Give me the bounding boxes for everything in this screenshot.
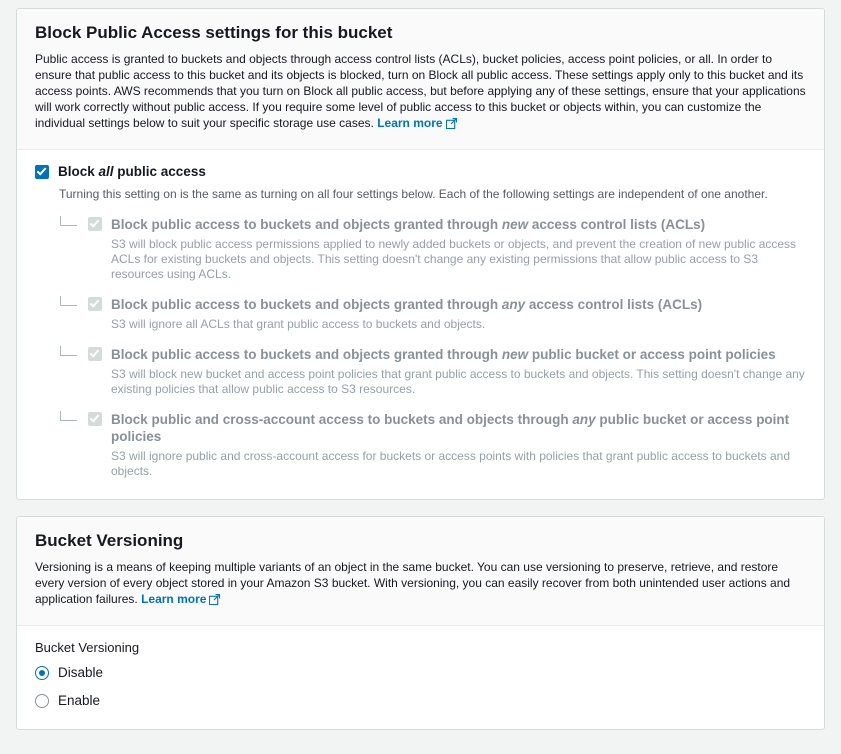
label-prefix: Block public access to buckets and objects granted through [111, 347, 502, 362]
sub-setting-new-policies-checkbox [88, 347, 102, 361]
sub-setting-new-policies-row [88, 346, 806, 363]
bucket-versioning-description [35, 559, 806, 609]
sub-setting-any-acls [60, 296, 806, 332]
label-suffix: public bucket or access point policies [111, 412, 790, 444]
sub-setting-any-acls-row [88, 296, 806, 313]
block-all-public-access-row[interactable] [35, 164, 806, 180]
external-link-icon [446, 117, 457, 133]
bucket-versioning-description-text: Versioning is a means of keeping multiple variants of an object in the same bucket. You can use versioning to preserve, retrieve, and restore every version of every object stored in your Amazon S3 bucket. With versioning, you can easily recover from both unintended user actions and application failures. [35, 560, 791, 606]
block-all-public-access-note: Turning this setting on is the same as turning on all four settings below. Each of the following settings are independent of one another. [59, 187, 768, 201]
bucket-versioning-header [17, 517, 824, 626]
external-link-icon [209, 593, 220, 609]
label-italic: any [572, 412, 596, 427]
block-public-access-learn-more-link[interactable] [377, 116, 456, 130]
sub-setting-new-acls-checkbox [88, 217, 102, 231]
tree-connector [60, 216, 77, 226]
check-icon [37, 165, 47, 175]
sub-settings-list [60, 216, 806, 479]
sub-setting-any-policies [60, 411, 806, 479]
sub-setting-any-acls-label [111, 296, 702, 313]
bucket-versioning-body [17, 626, 824, 729]
label-suffix: access control lists (ACLs) [525, 297, 703, 312]
block-public-access-title: Block Public Access settings for this bucket [35, 23, 393, 42]
tree-connector [60, 411, 77, 421]
radio-enable-label: Enable [58, 693, 101, 708]
sub-setting-new-acls-description: S3 will block public access permissions applied to newly added buckets or objects, and prevent the creation of new public access ACLs for existing buckets and objects. This setting doesn't change any existing permissions that allow public access to S3 resources using ACLs. [111, 237, 797, 281]
label-prefix: Block public and cross-account access to buckets and objects through [111, 412, 573, 427]
sub-setting-new-acls [60, 216, 806, 282]
block-public-access-card [16, 8, 825, 500]
block-public-access-header [17, 9, 824, 150]
sub-setting-any-policies-label [111, 411, 806, 445]
block-all-label-italic: all [98, 164, 114, 179]
bucket-versioning-title: Bucket Versioning [35, 531, 184, 550]
block-all-label-prefix: Block [58, 164, 99, 179]
check-icon [90, 217, 100, 227]
label-italic: new [501, 347, 529, 362]
tree-connector [60, 346, 77, 356]
label-suffix: public bucket or access point policies [528, 347, 776, 362]
radio-disable[interactable] [35, 666, 49, 680]
block-public-access-body [17, 150, 824, 499]
sub-setting-new-policies-label [111, 346, 776, 363]
label-italic: new [501, 217, 529, 232]
sub-setting-any-acls-checkbox [88, 297, 102, 311]
sub-setting-new-policies-description: S3 will block new bucket and access point policies that grant public access to buckets and objects. This setting doesn't change any existing policies that allow public access to S3 resources. [111, 367, 805, 396]
bucket-versioning-learn-more-link[interactable] [141, 592, 220, 606]
learn-more-label: Learn more [141, 592, 207, 606]
bucket-versioning-field-label: Bucket Versioning [35, 640, 140, 655]
block-all-public-access-label [58, 164, 206, 180]
sub-setting-new-acls-row [88, 216, 806, 233]
bucket-versioning-card [16, 516, 825, 730]
learn-more-label: Learn more [377, 116, 443, 130]
tree-connector [60, 296, 77, 306]
block-all-public-access-checkbox[interactable] [35, 165, 49, 179]
sub-setting-any-acls-description: S3 will ignore all ACLs that grant public access to buckets and objects. [111, 317, 486, 331]
label-prefix: Block public access to buckets and objects granted through [111, 217, 502, 232]
block-all-label-suffix: public access [113, 164, 206, 179]
block-public-access-description [35, 51, 806, 133]
sub-setting-any-policies-description: S3 will ignore public and cross-account access for buckets or access points with policies that grant public access to buckets and objects. [111, 449, 791, 478]
label-italic: any [501, 297, 526, 312]
sub-setting-new-policies [60, 346, 806, 397]
check-icon [90, 347, 100, 357]
radio-enable[interactable] [35, 694, 49, 708]
bucket-versioning-option-enable[interactable] [35, 693, 806, 709]
bucket-versioning-option-disable[interactable] [35, 665, 806, 681]
check-icon [90, 412, 100, 422]
check-icon [90, 297, 100, 307]
sub-setting-any-policies-checkbox [88, 412, 102, 426]
label-suffix: access control lists (ACLs) [528, 217, 706, 232]
label-prefix: Block public access to buckets and objects granted through [111, 297, 502, 312]
sub-setting-any-policies-row [88, 411, 806, 445]
sub-setting-new-acls-label [111, 216, 705, 233]
block-public-access-description-text: Public access is granted to buckets and objects through access control lists (ACLs), bucket policies, access point policies, or all. In order to ensure that public access to this bucket and its objects is blocked, turn on Block all public access. These settings apply only to this bucket and its access points. AWS recommends that you turn on Block all public access, but before applying any of these settings, ensure that your applications will work correctly without public access. If you require some level of public access to this bucket or objects within, you can customize the individual settings below to suit your specific storage use cases. [35, 52, 806, 130]
radio-disable-label: Disable [58, 665, 104, 680]
